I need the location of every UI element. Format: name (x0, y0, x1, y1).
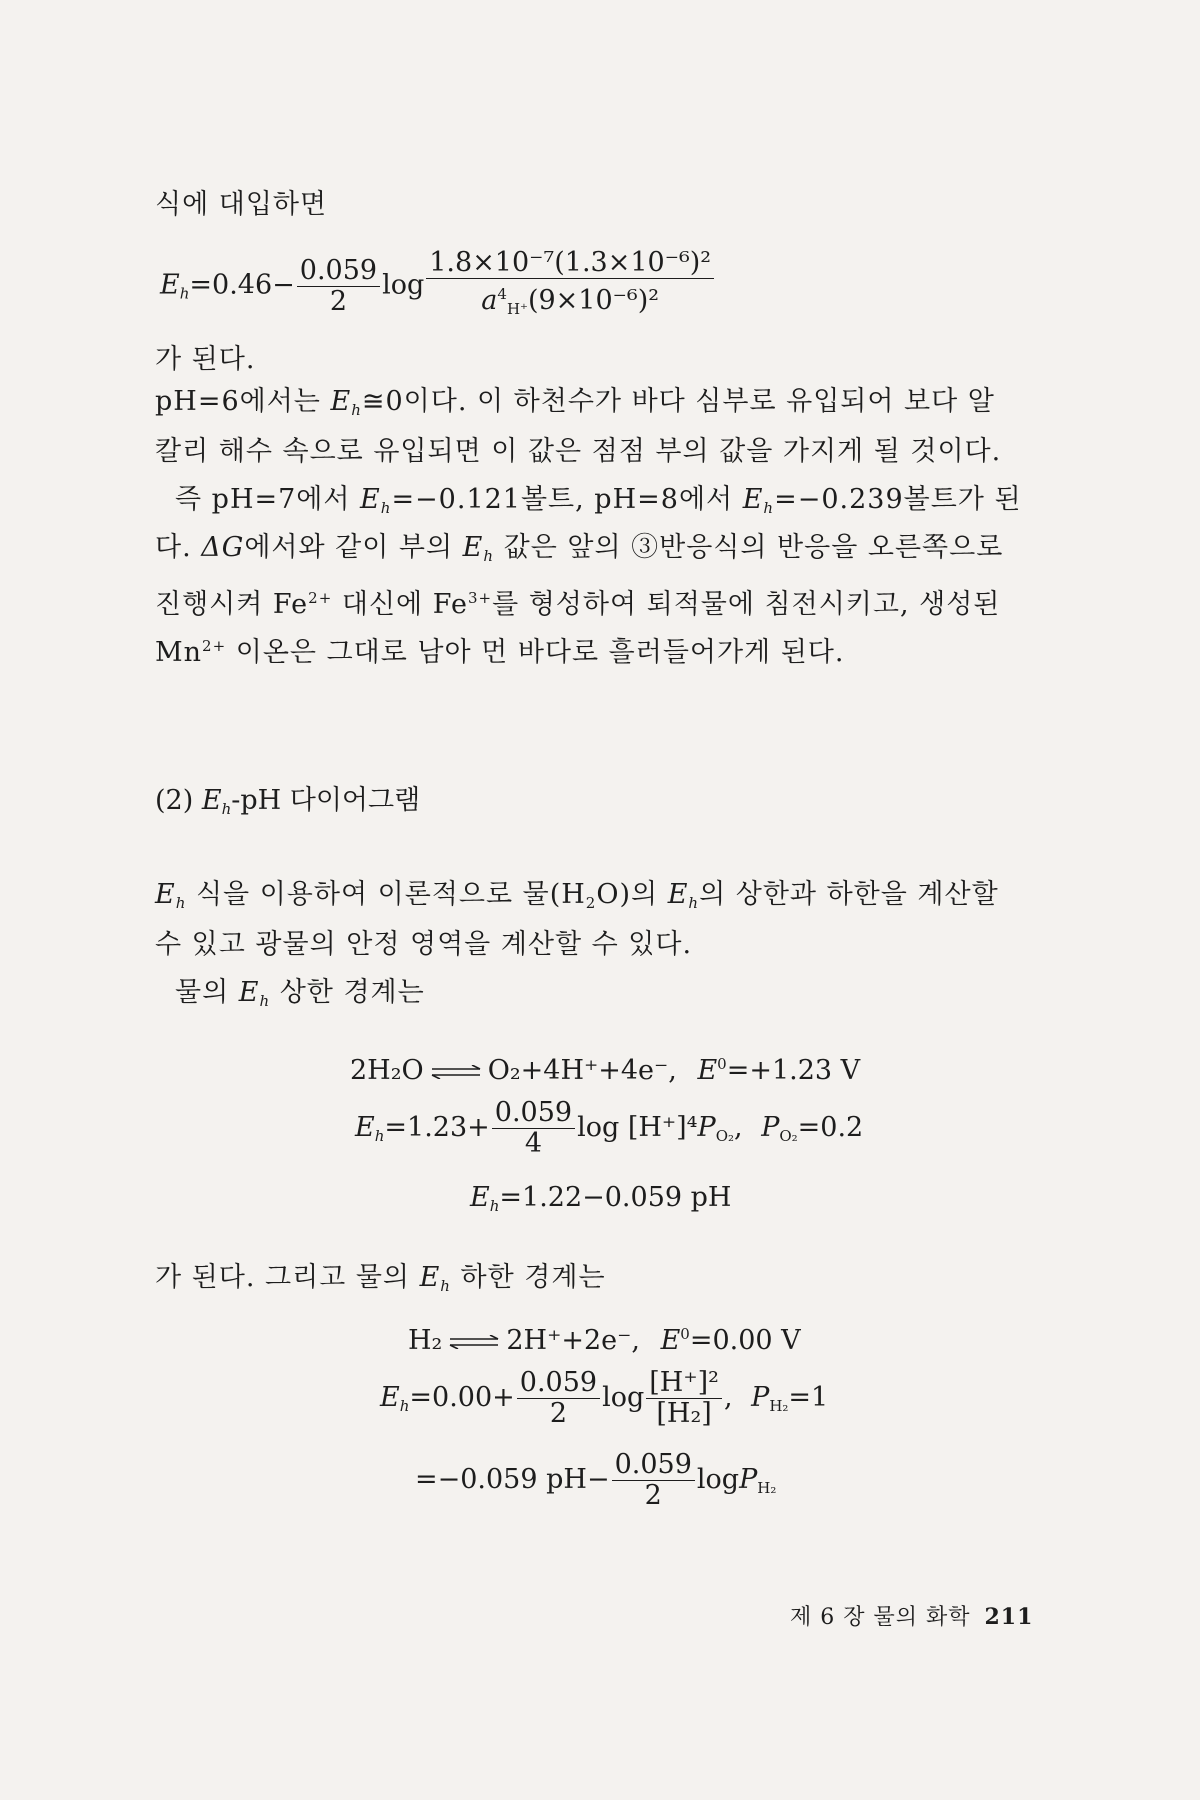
para2-fe2-sup: 2+ (308, 589, 333, 607)
eq5-e0-value: =0.00 V (689, 1325, 801, 1356)
eq3-lhs-sub: h (374, 1127, 385, 1145)
para2-text6a: 진행시켜 Fe (155, 589, 309, 620)
para2-eh-sub: h (351, 401, 362, 419)
eq3-p-sub: O₂ (715, 1127, 734, 1145)
eq1-activity-sup: 4 (497, 285, 507, 303)
equation-1 (160, 248, 716, 324)
para3-text3a: 물의 (175, 977, 239, 1008)
eq3-p2: P (761, 1112, 780, 1143)
eq7-p: P (739, 1464, 758, 1495)
para3-eh-2-sub: h (688, 894, 700, 912)
eq1-big-num: 1.8×10⁻⁷(1.3×10⁻⁶)² (426, 248, 714, 279)
eq2-e0-sup: 0 (717, 1055, 727, 1073)
para2-text5a: 다. (155, 532, 202, 563)
eq1-big-den-rest: (9×10⁻⁶)² (527, 285, 660, 316)
eq5-left: H₂ (408, 1325, 443, 1356)
para2-line2 (155, 382, 1035, 430)
eq2-e0-value: =+1.23 V (726, 1055, 861, 1086)
eq7-const: =−0.059 pH− (415, 1464, 610, 1495)
para2-line7 (155, 626, 1035, 673)
eq6-lhs-sub: h (399, 1397, 410, 1415)
equation-2 (350, 1048, 860, 1087)
para3-text1f: 의 상한과 하한을 계산할 (699, 879, 999, 910)
eq6-const: =0.00+ (409, 1382, 515, 1413)
equilibrium-arrow-icon (448, 1335, 500, 1349)
eq6-fraction (517, 1368, 600, 1429)
eq6-p-value: =1 (788, 1382, 829, 1413)
para3-line3 (175, 973, 1055, 1021)
eq3-lhs: E (355, 1112, 375, 1143)
para2-eh-4-sub: h (483, 547, 495, 565)
para2-eh-2-sub: h (380, 499, 392, 517)
section-number: (2) (155, 785, 194, 816)
equilibrium-arrow-icon (430, 1065, 482, 1079)
eq6-lhs: E (380, 1382, 400, 1413)
equation-7 (415, 1450, 776, 1511)
para2-text5d: 값은 앞의 ③반응식의 반응을 오른쪽으로 (494, 532, 1004, 563)
para3-h2o-sub: 2 (585, 894, 597, 912)
eq3-p: P (697, 1112, 716, 1143)
equation-4 (470, 1182, 731, 1222)
eq1-const: =0.46− (189, 269, 295, 301)
eq4-lhs-sub: h (489, 1197, 500, 1215)
eq1-lhs: E (160, 269, 180, 301)
para4-line1 (155, 1258, 1035, 1306)
para3-eh-3: E (238, 977, 260, 1008)
eq6-frac-num: 0.059 (517, 1368, 600, 1399)
eq6-log: log (602, 1382, 645, 1413)
para2-delta-g: ΔG (201, 532, 245, 563)
para2-text5c: 에서와 같이 부의 (244, 532, 463, 563)
para3-text2: 수 있고 광물의 안정 영역을 계산할 수 있다. (155, 929, 693, 960)
eq6-frac-den: 2 (549, 1398, 567, 1429)
section-heading (155, 778, 420, 818)
equation-3 (355, 1098, 863, 1159)
para3-eh-3-sub: h (259, 992, 271, 1010)
eq6-comma: , (723, 1382, 733, 1413)
eq1-frac-num: 0.059 (297, 256, 380, 287)
eq1-log: log (382, 269, 425, 301)
eq1-big-fraction (426, 248, 714, 324)
eq6-p-sub: H₂ (769, 1397, 789, 1415)
eq3-const: =1.23+ (384, 1112, 490, 1143)
eq5-e0-sup: 0 (680, 1325, 690, 1343)
section-title-eh: E (201, 785, 222, 816)
eq7-p-sub: H₂ (757, 1479, 777, 1497)
eq5-e0: E (660, 1325, 681, 1356)
para2-line4 (175, 480, 1055, 528)
para2-line5 (155, 528, 1035, 576)
eq4-rhs: =1.22−0.059 pH (499, 1182, 732, 1213)
eq7-fraction (612, 1450, 695, 1511)
eq2-left: 2H₂O (350, 1055, 424, 1086)
para2-eh-3-sub: h (763, 499, 775, 517)
eq4-lhs: E (470, 1182, 490, 1213)
eq6-p: P (751, 1382, 770, 1413)
para3-line1 (155, 875, 1035, 923)
para2-eh: E (330, 386, 352, 417)
eq1-fraction (297, 256, 380, 317)
para2-line3 (155, 432, 1035, 472)
para2-text7a: Mn (155, 637, 203, 668)
para3-text1c: 식을 이용하여 이론적으로 물(H (186, 879, 586, 910)
para2-text7c: 이온은 그대로 남아 먼 바다로 흘러들어가게 된다. (226, 637, 845, 668)
para2-line1 (155, 340, 1035, 380)
page-number: 211 (984, 1604, 1034, 1630)
eq2-right: O₂+4H⁺+4e⁻, (487, 1055, 677, 1086)
para2-fe3-sup: 3+ (467, 589, 493, 607)
eq1-activity-sub: H⁺ (506, 300, 528, 318)
intro-text (155, 185, 1035, 225)
para3-eh-2: E (667, 879, 689, 910)
para2-text4b: =−0.121볼트, pH=8에서 (391, 484, 743, 515)
para4-eh: E (419, 1262, 441, 1293)
eq5-right: 2H⁺+2e⁻, (506, 1325, 640, 1356)
para3-line2 (155, 925, 1035, 965)
chapter-label: 제 6 장 물의 화학 (790, 1605, 971, 1630)
eq3-log-term: log [H⁺]⁴ (577, 1112, 698, 1143)
eq7-frac-den: 2 (644, 1480, 662, 1511)
eq3-comma: , (734, 1112, 743, 1143)
para3-text1e: O)의 (596, 879, 668, 910)
section-title-rest: -pH 다이어그램 (231, 785, 421, 816)
eq2-e0: E (697, 1055, 718, 1086)
para2-text6e: 를 형성하여 퇴적물에 침전시키고, 생성된 (492, 589, 1001, 620)
para2-mn-sup: 2+ (202, 637, 227, 655)
para2-text6c: 대신에 Fe (332, 589, 468, 620)
eq3-fraction (492, 1098, 575, 1159)
para3-eh-sub: h (175, 894, 187, 912)
eq3-p2-value: =0.2 (797, 1112, 864, 1143)
para4-eh-sub: h (440, 1277, 451, 1295)
equation-6 (380, 1368, 828, 1429)
para2-text4a: 즉 pH=7에서 (175, 484, 361, 515)
para2-eh-3: E (742, 484, 764, 515)
para3-text3b: 상한 경계는 (270, 977, 425, 1008)
eq1-activity: a (481, 285, 498, 316)
eq3-p2-sub: O₂ (779, 1127, 798, 1145)
eq1-lhs-sub: h (179, 284, 190, 303)
para2-text2d: ≅0이다. 이 하천수가 바다 심부로 유입되어 보다 알 (361, 386, 995, 417)
eq1-big-den (426, 279, 714, 324)
para4-text-d: 하한 경계는 (450, 1262, 606, 1293)
eq6-big-fraction (646, 1368, 722, 1429)
eq6-big-den: [H₂] (656, 1398, 712, 1429)
para2-line6 (155, 578, 1035, 625)
intro-label: 식에 대입하면 (155, 189, 328, 220)
eq7-frac-num: 0.059 (612, 1450, 695, 1481)
para3-eh: E (155, 879, 176, 910)
para2-text1: 가 된다. (155, 344, 256, 375)
para2-text4c: =−0.239볼트가 된 (774, 484, 1022, 515)
para4-text-a: 가 된다. 그리고 물의 (155, 1262, 420, 1293)
para2-eh-4: E (462, 532, 484, 563)
eq6-big-num: [H⁺]² (646, 1368, 722, 1399)
eq3-frac-den: 4 (524, 1128, 542, 1159)
para2-text2a: pH=6에서는 (155, 386, 331, 417)
eq1-frac-den: 2 (329, 285, 347, 317)
equation-5 (408, 1318, 801, 1357)
page-footer (790, 1600, 1033, 1631)
para2-text3: 칼리 해수 속으로 유입되면 이 값은 점점 부의 값을 가지게 될 것이다. (155, 436, 1002, 467)
para2-eh-2: E (360, 484, 381, 515)
eq7-log: log (696, 1464, 740, 1495)
section-title-eh-sub: h (221, 800, 232, 818)
eq3-frac-num: 0.059 (492, 1098, 575, 1129)
